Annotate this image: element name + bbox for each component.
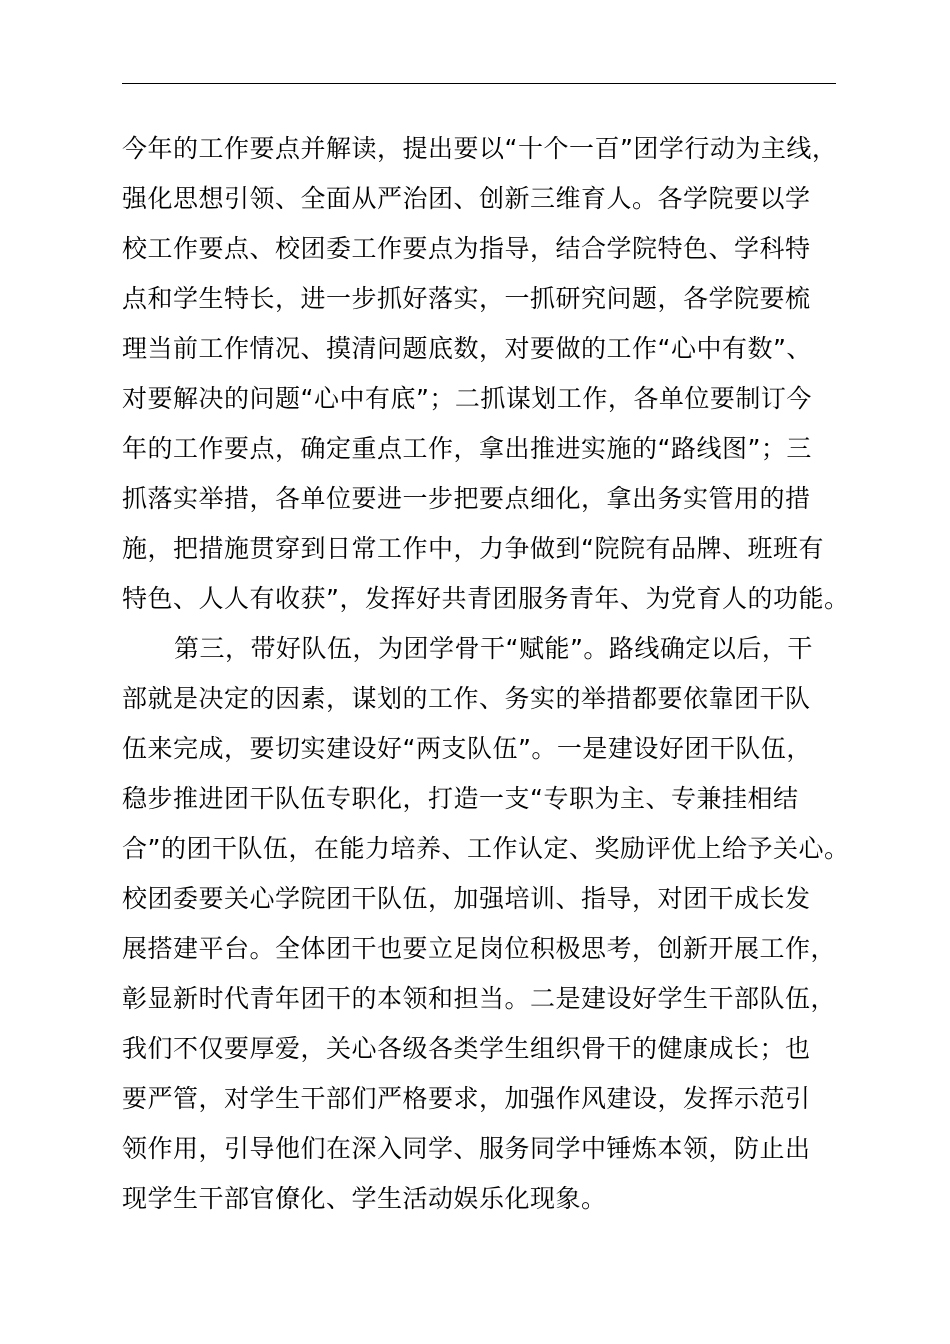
- text-line: 现学生干部官僚化、学生活动娱乐化现象。: [122, 1184, 607, 1213]
- paragraph-start-line: 第三，带好队伍，为团学骨干“赋能”。路线确定以后，干: [174, 634, 813, 663]
- text-line: 合”的团干队伍，在能力培养、工作认定、奖励评优上给予关心。: [122, 834, 850, 863]
- text-line: 部就是决定的因素，谋划的工作、务实的举措都要依靠团干队: [122, 684, 811, 713]
- text-line: 展搭建平台。全体团干也要立足岗位积极思考，创新开展工作，: [122, 934, 837, 963]
- text-line: 要严管，对学生干部们严格要求，加强作风建设，发挥示范引: [122, 1084, 811, 1113]
- text-line: 今年的工作要点并解读，提出要以“十个一百”团学行动为主线，: [122, 134, 838, 163]
- text-line: 校工作要点、校团委工作要点为指导，结合学院特色、学科特: [122, 234, 811, 263]
- body-text: [122, 124, 882, 1224]
- text-line: 我们不仅要厚爱，关心各级各类学生组织骨干的健康成长；也: [122, 1034, 811, 1063]
- text-line: 特色、人人有收获”，发挥好共青团服务青年、为党育人的功能。: [122, 584, 850, 613]
- text-line: 校团委要关心学院团干队伍，加强培训、指导，对团干成长发: [122, 884, 811, 913]
- text-line: 彰显新时代青年团干的本领和担当。二是建设好学生干部队伍，: [122, 984, 837, 1013]
- text-line: 抓落实举措，各单位要进一步把要点细化，拿出务实管用的措: [122, 484, 811, 513]
- text-line: 对要解决的问题“心中有底”；二抓谋划工作，各单位要制订今: [122, 384, 812, 413]
- text-line: 理当前工作情况、摸清问题底数，对要做的工作“心中有数”、: [122, 334, 812, 363]
- text-line: 强化思想引领、全面从严治团、创新三维育人。各学院要以学: [122, 184, 811, 213]
- text-line: 伍来完成，要切实建设好“两支队伍”。一是建设好团干队伍，: [122, 734, 812, 763]
- text-line: 点和学生特长，进一步抓好落实，一抓研究问题，各学院要梳: [122, 284, 811, 313]
- header-rule: [122, 83, 836, 84]
- text-line: 施，把措施贯穿到日常工作中，力争做到“院院有品牌、班班有: [122, 534, 824, 563]
- text-line: 领作用，引导他们在深入同学、服务同学中锤炼本领，防止出: [122, 1134, 811, 1163]
- text-line: 稳步推进团干队伍专职化，打造一支“专职为主、专兼挂相结: [122, 784, 799, 813]
- text-line: 年的工作要点，确定重点工作，拿出推进实施的“路线图”；三: [122, 434, 812, 463]
